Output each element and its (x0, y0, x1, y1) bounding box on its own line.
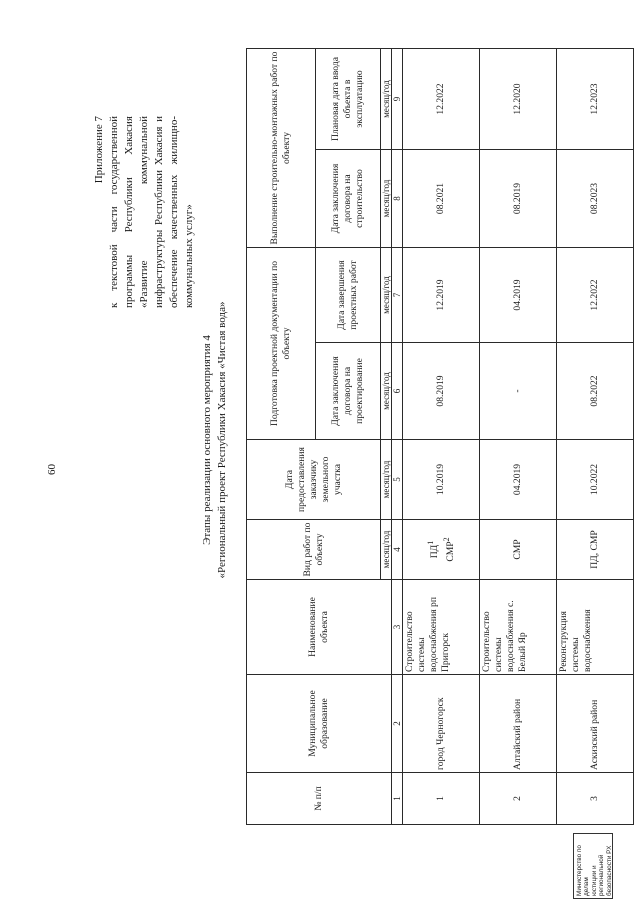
column-number: 9 (392, 48, 403, 149)
header-land-date: Дата предоставления заказчику земельного участка (247, 440, 381, 520)
row-num: 2 (480, 773, 557, 825)
unit-cell: месяц/год (381, 48, 392, 149)
row-commission-date: 12.2020 (480, 48, 557, 149)
footnote-mark: 2 (442, 537, 451, 542)
ministry-stamp (573, 833, 613, 899)
header-design-group: Подготовка проектной документации по объекту (247, 248, 316, 440)
row-land-date: 10.2022 (557, 440, 634, 520)
stamp-line: безопасности РХ (605, 845, 613, 896)
row-land-date: 10.2019 (403, 440, 480, 520)
header-construction-group: Выполнение строительно-монтажных работ по объекту (247, 48, 316, 247)
header-commission-date: Плановая дата ввода объекта в эксплуатацию (316, 48, 381, 149)
row-design-contract-date: 08.2019 (403, 343, 480, 440)
column-number: 3 (392, 580, 403, 675)
row-work-type: СМР (480, 520, 557, 580)
header-municipality: Муниципальное образование (247, 675, 392, 773)
row-work-type (403, 520, 480, 580)
table-row (403, 48, 480, 824)
unit-cell: месяц/год (381, 248, 392, 343)
unit-cell: месяц/год (381, 150, 392, 248)
stamp-line: юстиции и региональной (590, 854, 606, 896)
column-number: 1 (392, 773, 403, 825)
work-type-pd: ПД (429, 544, 440, 559)
unit-cell: месяц/год (381, 440, 392, 520)
footnote-mark: 1 (425, 540, 435, 545)
row-num: 1 (403, 773, 480, 825)
row-municipality: Алтайский район (480, 675, 557, 773)
stamp-line: Министерство по делам (576, 845, 591, 896)
work-type-smr: СМР (445, 541, 457, 562)
appendix-body: к текстовой части государственной программы Республики Хакасия «Развитие коммунальной инфраструктуры Республики Хакасия и обеспечение качественных жилищно-коммунальных услуг» (108, 116, 195, 308)
page-number: 60 (46, 464, 58, 475)
header-object-name: Наименование объекта (247, 580, 392, 675)
row-construction-contract-date: 08.2023 (557, 150, 634, 248)
header-work-type: Вид работ по объекту (247, 520, 381, 580)
row-design-end-date: 12.2022 (557, 248, 634, 343)
row-work-type: ПД, СМР (557, 520, 634, 580)
row-municipality: Аскизский район (557, 675, 634, 773)
row-object-name: Строительство системы водоснабжения с. Белый Яр (480, 580, 557, 675)
header-design-end-date: Дата завершения проектных работ (316, 248, 381, 343)
column-number: 6 (392, 343, 403, 440)
row-design-contract-date: - (480, 343, 557, 440)
row-commission-date: 12.2022 (403, 48, 480, 149)
row-design-end-date: 12.2019 (403, 248, 480, 343)
header-design-contract-date: Дата заключения договора на проектирование (316, 343, 381, 440)
column-number: 7 (392, 248, 403, 343)
header-num: № п/п (247, 773, 392, 825)
appendix-title: Приложение 7 (93, 116, 105, 184)
table-row (557, 48, 634, 824)
row-design-contract-date: 08.2022 (557, 343, 634, 440)
row-design-end-date: 04.2019 (480, 248, 557, 343)
stages-table (246, 48, 634, 825)
unit-cell: месяц/год (381, 343, 392, 440)
header-construction-contract-date: Дата заключения договора на строительство (316, 150, 381, 248)
row-object-name: Реконструкция системы водоснабжения (557, 580, 634, 675)
column-number: 2 (392, 675, 403, 773)
document-heading (200, 95, 230, 785)
row-municipality: город Черногорск (403, 675, 480, 773)
column-number: 4 (392, 520, 403, 580)
row-land-date: 04.2019 (480, 440, 557, 520)
table-row (480, 48, 557, 824)
appendix-note (92, 116, 197, 308)
row-construction-contract-date: 08.2021 (403, 150, 480, 248)
row-construction-contract-date: 08.2019 (480, 150, 557, 248)
row-object-name: Строительство системы водоснабжения рп Пригорск (403, 580, 480, 675)
unit-cell: месяц/год (381, 520, 392, 580)
column-number: 5 (392, 440, 403, 520)
heading-line-1: Этапы реализации основного мероприятия 4 (201, 335, 213, 545)
column-number: 8 (392, 150, 403, 248)
row-commission-date: 12.2023 (557, 48, 634, 149)
row-num: 3 (557, 773, 634, 825)
heading-line-2: «Региональный проект Республики Хакасия «Чистая вода» (216, 301, 228, 579)
